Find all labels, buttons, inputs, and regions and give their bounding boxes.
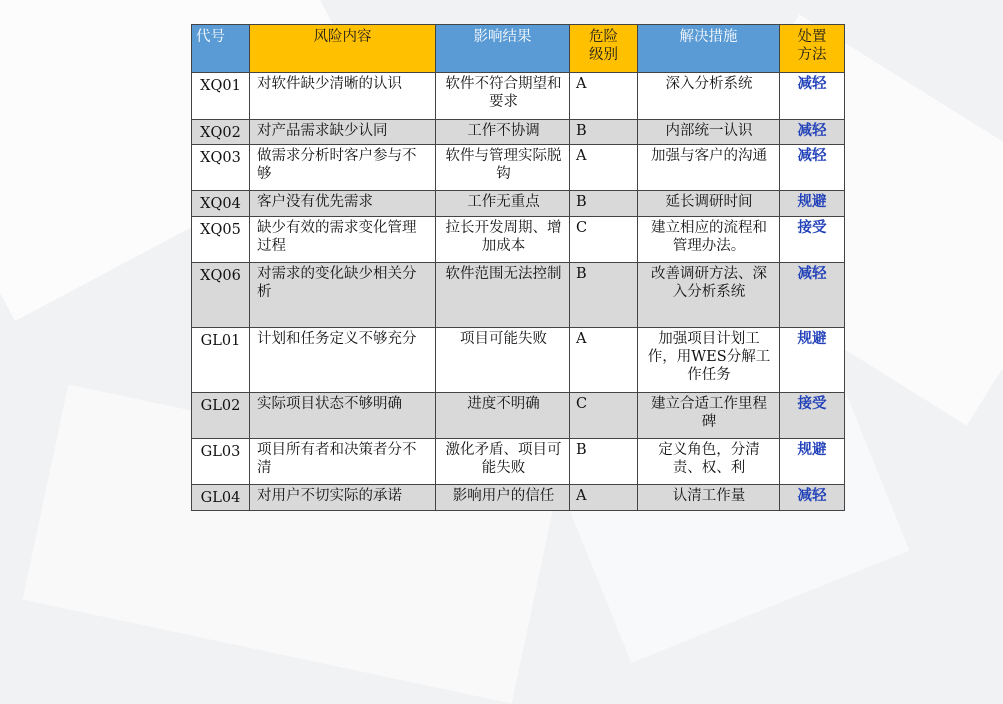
cell-level: B [570,191,638,217]
cell-level: B [570,263,638,328]
header-risk-level [570,25,638,73]
header-row [192,25,845,73]
cell-measure: 加强与客户的沟通 [638,145,780,191]
header-handling [780,25,845,73]
cell-handling: 接受 [780,217,845,263]
header-effect: 影响结果 [436,25,570,73]
cell-code: GL03 [192,439,250,485]
table-row [192,263,845,328]
table-row [192,191,845,217]
cell-content: 缺少有效的需求变化管理过程 [250,217,436,263]
table-row [192,120,845,145]
cell-effect: 工作无重点 [436,191,570,217]
cell-code: XQ05 [192,217,250,263]
cell-handling: 规避 [780,439,845,485]
header-handling-line1: 处置 [797,29,827,45]
cell-handling: 减轻 [780,485,845,511]
cell-measure: 改善调研方法、深入分析系统 [638,263,780,328]
cell-code: XQ03 [192,145,250,191]
cell-content: 对用户不切实际的承诺 [250,485,436,511]
cell-code: XQ06 [192,263,250,328]
cell-handling: 规避 [780,191,845,217]
cell-handling: 规避 [780,328,845,393]
cell-code: GL01 [192,328,250,393]
cell-code: XQ01 [192,73,250,120]
cell-content: 客户没有优先需求 [250,191,436,217]
cell-content: 对软件缺少清晰的认识 [250,73,436,120]
cell-level: A [570,485,638,511]
cell-content: 对产品需求缺少认同 [250,120,436,145]
cell-level: C [570,393,638,439]
cell-effect: 软件不符合期望和要求 [436,73,570,120]
cell-measure: 延长调研时间 [638,191,780,217]
risk-table [191,24,845,511]
cell-handling: 减轻 [780,73,845,120]
header-risk-level-line1: 危险 [589,29,618,45]
cell-code: XQ02 [192,120,250,145]
header-measure: 解决措施 [638,25,780,73]
cell-handling: 接受 [780,393,845,439]
cell-effect: 进度不明确 [436,393,570,439]
cell-content: 项目所有者和决策者分不清 [250,439,436,485]
cell-content: 做需求分析时客户参与不够 [250,145,436,191]
cell-measure: 建立相应的流程和管理办法。 [638,217,780,263]
cell-effect: 工作不协调 [436,120,570,145]
cell-content: 对需求的变化缺少相关分析 [250,263,436,328]
cell-content: 实际项目状态不够明确 [250,393,436,439]
header-code: 代号 [192,25,250,73]
cell-effect: 软件范围无法控制 [436,263,570,328]
cell-code: XQ04 [192,191,250,217]
cell-measure: 加强项目计划工作，用WES分解工作任务 [638,328,780,393]
cell-handling: 减轻 [780,145,845,191]
cell-measure: 深入分析系统 [638,73,780,120]
cell-handling: 减轻 [780,120,845,145]
cell-effect: 激化矛盾、项目可能失败 [436,439,570,485]
cell-measure: 建立合适工作里程碑 [638,393,780,439]
cell-code: GL02 [192,393,250,439]
cell-level: A [570,145,638,191]
cell-level: C [570,217,638,263]
cell-effect: 软件与管理实际脱钩 [436,145,570,191]
table-row [192,145,845,191]
cell-level: B [570,120,638,145]
cell-code: GL04 [192,485,250,511]
cell-effect: 影响用户的信任 [436,485,570,511]
table-row [192,439,845,485]
table-row [192,393,845,439]
cell-content: 计划和任务定义不够充分 [250,328,436,393]
cell-effect: 拉长开发周期、增加成本 [436,217,570,263]
cell-level: B [570,439,638,485]
cell-measure: 认清工作量 [638,485,780,511]
cell-level: A [570,73,638,120]
header-risk-level-line2: 级别 [589,47,618,63]
cell-measure: 内部统一认识 [638,120,780,145]
table-row [192,485,845,511]
table-row [192,73,845,120]
header-risk-content: 风险内容 [250,25,436,73]
table-row [192,217,845,263]
cell-effect: 项目可能失败 [436,328,570,393]
table-row [192,328,845,393]
header-handling-line2: 方法 [797,47,827,63]
cell-handling: 减轻 [780,263,845,328]
cell-measure: 定义角色，分清责、权、利 [638,439,780,485]
cell-level: A [570,328,638,393]
